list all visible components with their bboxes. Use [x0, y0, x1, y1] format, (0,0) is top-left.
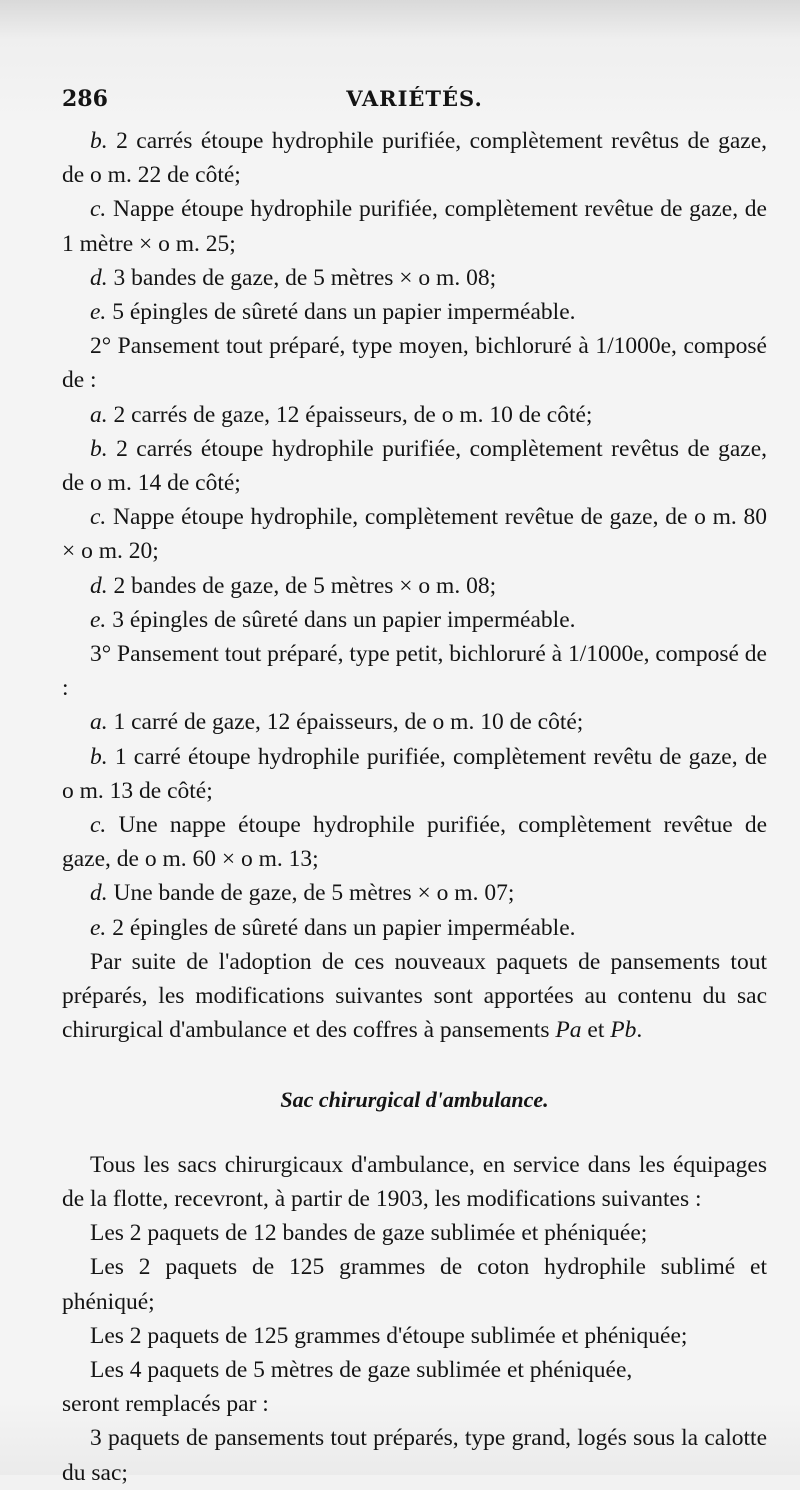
item-text: 3 épingles de sûreté dans un papier imperméable.: [106, 606, 576, 633]
item-text: Une bande de gaze, de 5 mètres × o m. 07;: [107, 880, 515, 907]
list-item: [62, 398, 767, 432]
page-number: 286: [62, 86, 108, 112]
item-text: 2 carrés étoupe hydrophile purifiée, complètement revêtus de gaze, de o m. 14 de côté;: [62, 435, 767, 497]
list-item: [62, 295, 767, 329]
list-item: [62, 603, 767, 637]
list-item: [62, 808, 767, 876]
item-text: Nappe étoupe hydrophile purifiée, complètement revêtue de gaze, de 1 mètre × o m. 25;: [62, 196, 767, 257]
item-letter: b.: [90, 128, 108, 154]
item-letter: e.: [90, 914, 107, 941]
list-item: [62, 705, 767, 739]
closing-paragraph: [62, 945, 767, 1048]
list-item: [62, 569, 767, 603]
item-letter: c.: [90, 504, 107, 531]
closing-middle: et: [581, 1017, 611, 1044]
item-text: 2 bandes de gaze, de 5 mètres × o m. 08;: [107, 572, 497, 599]
paragraph: Les 4 paquets de 5 mètres de gaze sublimée et phéniquée,: [90, 1356, 633, 1383]
item-text: 2 carrés étoupe hydrophile purifiée, complètement revêtus de gaze, de o m. 22 de côté;: [62, 128, 767, 189]
item-letter: a.: [90, 709, 108, 736]
paragraph: Tous les sacs chirurgicaux d'ambulance, en service dans les équipages de la flotte, recevront, à partir de 1903, les modifications suivantes :: [62, 1151, 767, 1212]
list-item: [62, 261, 767, 295]
item-text: 1 carré étoupe hydrophile purifiée, complètement revêtu de gaze, de o m. 13 de côté;: [62, 743, 767, 804]
item-letter: c.: [90, 812, 107, 839]
paragraph: seront remplacés par :: [62, 1391, 269, 1418]
item-letter: d.: [90, 572, 108, 599]
item-letter: a.: [90, 401, 108, 428]
paragraph: Les 2 paquets de 125 grammes de coton hydrophile sublimé et phéniqué;: [62, 1254, 767, 1315]
item-text: Une nappe étoupe hydrophile purifiée, complètement revêtue de gaze, de o m. 60 × o m. 13;: [62, 812, 767, 873]
list-item: [62, 124, 767, 192]
item-letter: d.: [90, 880, 108, 907]
item-text: 5 épingles de sûreté dans un papier imperméable.: [106, 299, 576, 326]
item-text: 3 bandes de gaze, de 5 mètres × o m. 08;: [107, 264, 497, 291]
page-header: [62, 82, 767, 118]
section-heading: Sac chirurgical d'ambulance.: [280, 1087, 549, 1113]
list-item: [62, 911, 767, 945]
list-item: [62, 500, 767, 568]
item-letter: e.: [90, 299, 107, 326]
item-text: Nappe étoupe hydrophile, complètement revêtue de gaze, de o m. 80 × o m. 20;: [62, 504, 767, 565]
list-item: [62, 876, 767, 910]
closing-text: Par suite de l'adoption de ces nouveaux paquets de pansements tout préparés, les modifications suivantes sont apportées au contenu du sac chirurgical d'ambulance et des coffres à pansements: [62, 948, 767, 1044]
list-item: [62, 740, 767, 808]
body-text: [62, 124, 767, 1490]
item-text: 1 carré de gaze, 12 épaisseurs, de o m. 10 de côté;: [107, 709, 584, 736]
paragraph: Les 2 paquets de 125 grammes d'étoupe sublimée et phéniquée;: [90, 1322, 688, 1349]
item-text: 2 épingles de sûreté dans un papier imperméable.: [106, 914, 576, 941]
paragraph: 3 paquets de pansements tout préparés, type grand, logés sous la calotte du sac;: [62, 1425, 767, 1486]
item-letter: b.: [90, 743, 108, 770]
dressing-type-paragraph: [62, 329, 767, 397]
closing-end: .: [636, 1017, 643, 1044]
coffre-pb: Pb: [610, 1017, 637, 1044]
running-head: VARIÉTÉS.: [346, 86, 483, 111]
list-item: [62, 432, 767, 500]
item-text: 3° Pansement tout préparé, type petit, bichloruré à 1/1000e, composé de :: [62, 641, 767, 702]
dressing-type-paragraph: [62, 637, 767, 705]
item-letter: b.: [90, 435, 108, 462]
item-letter: d.: [90, 264, 108, 291]
list-item: [62, 192, 767, 260]
item-letter: c.: [90, 196, 107, 223]
item-letter: e.: [90, 606, 107, 633]
paragraph: Les 2 paquets de 12 bandes de gaze sublimée et phéniquée;: [90, 1220, 648, 1247]
coffre-pa: Pa: [555, 1017, 582, 1044]
item-text: 2° Pansement tout préparé, type moyen, bichloruré à 1/1000e, composé de :: [62, 333, 767, 394]
item-text: 2 carrés de gaze, 12 épaisseurs, de o m. 10 de côté;: [107, 401, 593, 428]
